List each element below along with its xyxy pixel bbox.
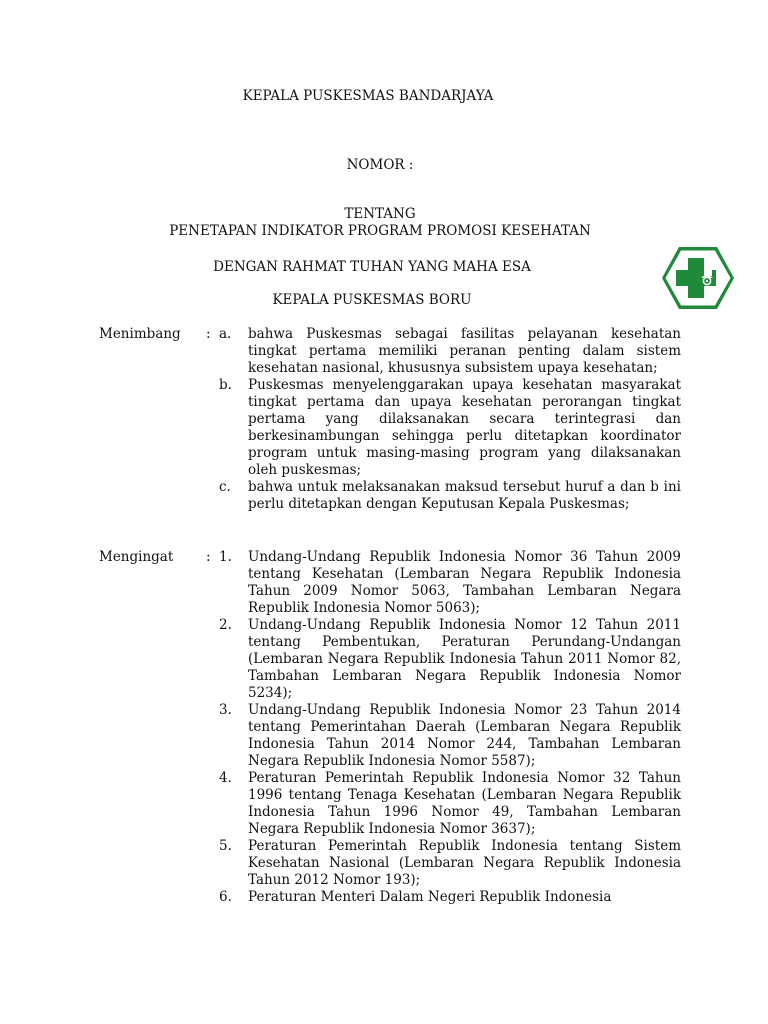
item-text: Puskesmas menyelenggarakan upaya kesehatan masyarakat tingkat pertama dan upaya kesehatan perorangan tingkat pertama yang dilaksanakan secara terintegrasi dan berkesinambungan sehingga perlu ditetapkan koordinator program untuk masing-masing program yang dilaksanakan oleh puskesmas; <box>248 377 681 478</box>
item-text: Undang-Undang Republik Indonesia Nomor 36 Tahun 2009 tentang Kesehatan (Lembaran Negara Republik Indonesia Tahun 2009 Nomor 5063, Tambahan Lembaran Negara Republik Indonesia Nomor 5063); <box>248 549 681 616</box>
item-text: bahwa Puskesmas sebagai fasilitas pelayanan kesehatan tingkat pertama memiliki peranan penting dalam sistem kesehatan nasional, khususnya subsistem upaya kesehatan; <box>248 326 681 376</box>
invocation-line: DENGAN RAHMAT TUHAN YANG MAHA ESA <box>213 259 531 275</box>
authority-line: KEPALA PUSKESMAS BORU <box>272 292 472 308</box>
item-marker: b. <box>219 377 232 393</box>
menimbang-item <box>99 377 681 479</box>
item-marker: 4. <box>219 770 232 786</box>
mengingat-item <box>99 838 681 889</box>
menimbang-section <box>99 326 681 513</box>
document-title: KEPALA PUSKESMAS BANDARJAYA <box>242 88 494 104</box>
item-marker: 5. <box>219 838 232 854</box>
item-text: bahwa untuk melaksanakan maksud tersebut huruf a dan b ini perlu ditetapkan dengan Keputusan Kepala Puskesmas; <box>248 479 681 512</box>
menimbang-colon: : <box>206 326 211 342</box>
mengingat-item <box>99 549 681 617</box>
mengingat-label: Mengingat <box>99 549 174 565</box>
menimbang-item <box>99 479 681 513</box>
item-marker: a. <box>219 326 232 342</box>
mengingat-item <box>99 617 681 702</box>
menimbang-label: Menimbang <box>99 326 181 342</box>
item-marker: 2. <box>219 617 232 633</box>
item-text: Undang-Undang Republik Indonesia Nomor 23 Tahun 2014 tentang Pemerintahan Daerah (Lembaran Negara Republik Indonesia Tahun 2014 Nomor 244, Tambahan Lembaran Negara Republik Indonesia Nomor 5587); <box>248 702 681 769</box>
item-marker: 3. <box>219 702 232 718</box>
item-marker: 6. <box>219 889 232 905</box>
item-text: Peraturan Pemerintah Republik Indonesia tentang Sistem Kesehatan Nasional (Lembaran Negara Republik Indonesia Tahun 2012 Nomor 193); <box>248 838 681 888</box>
item-marker: c. <box>219 479 231 495</box>
logo-house-dot <box>706 280 708 282</box>
item-text: Peraturan Menteri Dalam Negeri Republik Indonesia <box>248 889 612 905</box>
mengingat-item <box>99 702 681 770</box>
menimbang-item <box>99 326 681 377</box>
mengingat-colon: : <box>206 549 211 565</box>
subject-line: PENETAPAN INDIKATOR PROGRAM PROMOSI KESEHATAN <box>169 223 591 239</box>
item-text: Peraturan Pemerintah Republik Indonesia Nomor 32 Tahun 1996 tentang Tenaga Kesehatan (Lembaran Negara Republik Indonesia Tahun 1996 Nomor 49, Tambahan Lembaran Negara Republik Indonesia Nomor 3637); <box>248 770 681 837</box>
mengingat-item <box>99 770 681 838</box>
mengingat-section <box>99 549 681 906</box>
puskesmas-cross-logo-icon <box>661 246 735 310</box>
tentang-line: TENTANG <box>344 206 416 222</box>
item-text: Undang-Undang Republik Indonesia Nomor 12 Tahun 2011 tentang Pembentukan, Peraturan Perundang-Undangan (Lembaran Negara Republik Indonesia Tahun 2011 Nomor 82, Tambahan Lembaran Negara Republik Indonesia Nomor 5234); <box>248 617 681 701</box>
nomor-line: NOMOR : <box>346 157 414 173</box>
item-marker: 1. <box>219 549 232 565</box>
mengingat-item <box>99 889 681 906</box>
